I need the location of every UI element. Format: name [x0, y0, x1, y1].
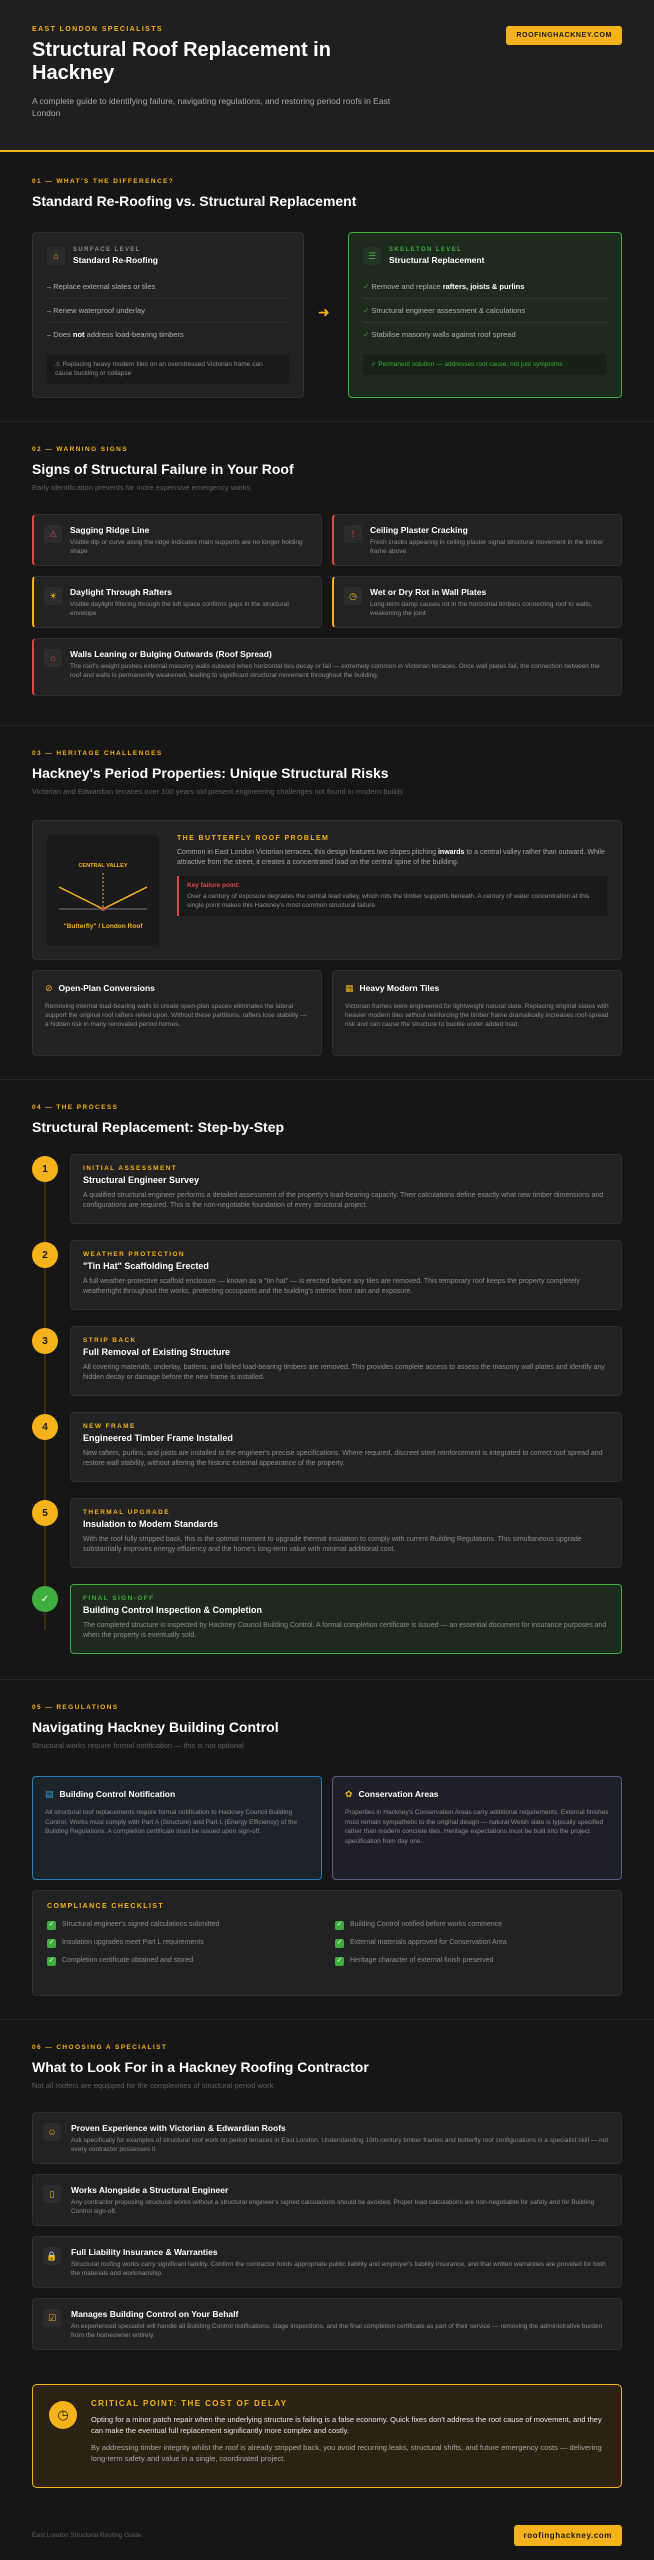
file-icon: ▯ — [43, 2185, 61, 2203]
step-text: With the roof fully stripped back, this is the optimal moment to upgrade thermal insulation to comply with current Building Regulations. This simultaneous upgrade substantially improves energy efficiency and the home's long-term value with minimal additional cost. — [83, 1536, 582, 1553]
checklist-item[interactable]: ✓ Completion certificate obtained and stored — [48, 1957, 194, 1964]
sign-card — [332, 576, 622, 628]
list-item: ✓ Remove and replace rafters, joists & purlins — [363, 275, 607, 299]
sign-card — [32, 576, 322, 628]
warning-icon: ⚠ — [44, 525, 62, 543]
card-title: Conservation Areas — [358, 1789, 439, 1799]
sign-title: Ceiling Plaster Cracking — [370, 525, 468, 535]
butterfly-roof-diagram — [47, 835, 159, 945]
check-icon: ✓ — [48, 1957, 55, 1964]
step-text: The completed structure is inspected by Hackney Council Building Control. A formal completion certificate is issued — an essential document for insurance purposes and when the property is eventually sold. — [83, 1622, 607, 1639]
criterion-text: Structural roofing works carry significant liability. Confirm the contractor holds appropriate public liability and employer's liability insurance, and that written warranties are provided for both the materials and workmanship. — [71, 2261, 606, 2277]
card-title: Building Control Notification — [59, 1789, 176, 1799]
step-text: A full weather-protective scaffold enclosure — known as a "tin hat" — is erected before any tiles are removed. This temporary roof keeps the property completely weathertight throughout the works, protecting occupants and the building's interior from rain and exposure. — [83, 1278, 580, 1295]
section-title: Standard Re-Roofing vs. Structural Replacement — [32, 193, 357, 209]
footer-website-button[interactable]: roofinghackney.com — [514, 2525, 622, 2546]
section-difference — [0, 154, 654, 422]
step-title: Structural Engineer Survey — [83, 1175, 200, 1185]
step-title: Full Removal of Existing Structure — [83, 1347, 231, 1357]
list-item: ✓ Structural engineer assessment & calculations — [363, 299, 607, 323]
critical-paragraph: By addressing timber integrity whilst the roof is already stripped back, you avoid recurring leaks, structural shifts, and future emergency costs — delivering long-term safety and value in a single, coordinated project. — [91, 2443, 602, 2463]
step-eyebrow: INITIAL ASSESSMENT — [83, 1165, 178, 1172]
criterion-title: Manages Building Control on Your Behalf — [71, 2309, 239, 2319]
checklist-item[interactable]: ✓ Insulation upgrades meet Part L requirements — [48, 1939, 204, 1946]
sign-title: Sagging Ridge Line — [70, 525, 150, 535]
key-failure-label: Key failure point: — [187, 882, 241, 889]
alert-circle-icon: ! — [344, 525, 362, 543]
step-complete-icon: ✓ — [32, 1586, 58, 1612]
section-subtitle: Structural works require formal notification — this is not optional — [32, 1741, 244, 1750]
risk-card — [32, 970, 322, 1056]
standard-reroofing-card — [32, 232, 304, 398]
step-eyebrow: STRIP BACK — [83, 1337, 137, 1344]
section-subtitle: Not all roofers are equipped for the complexities of structural period work — [32, 2081, 274, 2090]
structural-replacement-card — [348, 232, 622, 398]
contractor-criterion — [32, 2236, 622, 2288]
sign-text: Visible dip or curve along the ridge indicates main supports are no longer holding shape — [70, 539, 303, 555]
step-number: 4 — [32, 1414, 58, 1440]
step-number: 2 — [32, 1242, 58, 1268]
house-icon: ⌂ — [47, 247, 65, 265]
compliance-checklist — [32, 1890, 622, 1996]
card-level: SKELETON LEVEL — [389, 247, 463, 253]
checkbox-icon: ☑ — [43, 2309, 61, 2327]
sign-title: Walls Leaning or Bulging Outwards (Roof Spread) — [70, 649, 272, 659]
hero-eyebrow: EAST LONDON SPECIALISTS — [32, 26, 163, 33]
criterion-text: An experienced specialist will handle all Building Control notifications, stage inspections, and the final completion certificate as part of their service — removing the administrative burden from the homeowner entirely. — [71, 2323, 603, 2339]
step-title: "Tin Hat" Scaffolding Erected — [83, 1261, 209, 1271]
section-label: 04 — THE PROCESS — [32, 1104, 119, 1111]
clock-icon: ◷ — [344, 587, 362, 605]
checklist-item[interactable]: ✓ Building Control notified before works commence — [336, 1921, 503, 1928]
section-label: 05 — REGULATIONS — [32, 1704, 119, 1711]
criterion-title: Works Alongside a Structural Engineer — [71, 2185, 229, 2195]
step-text: All covering materials, underlay, battens, and failed load-bearing timbers are removed. This provides complete access to assess the masonry wall plates and identify any hidden decay or damage before the new frame is installed. — [83, 1364, 605, 1381]
sign-text: Visible daylight filtering through the loft space confirms gaps in the structural envelope — [70, 601, 289, 617]
step-eyebrow: NEW FRAME — [83, 1423, 136, 1430]
sign-card — [332, 514, 622, 566]
contractor-criterion — [32, 2298, 622, 2350]
checklist-item[interactable]: ✓ External materials approved for Conservation Area — [336, 1939, 507, 1946]
list-item: – Does not address load-bearing timbers — [47, 330, 184, 339]
risk-text: Removing internal load-bearing walls to create open-plan spaces eliminates the lateral support the original roof rafters relied upon. Without these partitions, rafters lose stability — a hidden risk in many renovated period homes. — [45, 1003, 307, 1028]
check-icon: ✓ — [336, 1939, 343, 1946]
section-title: Hackney's Period Properties: Unique Structural Risks — [32, 765, 389, 781]
butterfly-roof-card — [32, 820, 622, 960]
sign-text: Long-term damp causes rot in the horizontal timbers connecting roof to walls, weakening the joint — [370, 601, 592, 617]
critical-paragraph: Opting for a minor patch repair when the underlying structure is failing is a false economy. Quick fixes don't address the root cause of movement, and they can make the eventual full replacement significantly more complex and costly. — [91, 2415, 602, 2435]
section-subtitle: Early identification prevents far more expensive emergency works — [32, 483, 251, 492]
step-card — [70, 1412, 622, 1482]
check-icon: ✓ — [48, 1921, 55, 1928]
section-subtitle: Victorian and Edwardian terraces over 100 years old present engineering challenges not found in modern builds — [32, 787, 403, 796]
section-title: Signs of Structural Failure in Your Roof — [32, 461, 294, 477]
contractor-criterion — [32, 2174, 622, 2226]
card-text: Properties in Hackney's Conservation Areas carry additional requirements. External finishes must remain sympathetic to the original design — natural Welsh slate is typically specified rather than modern concrete tiles. Heritage expectations must be built into the project specification from day one. — [345, 1809, 609, 1845]
check-icon: ✓ — [336, 1921, 343, 1928]
section-contractor — [0, 2020, 654, 2360]
section-label: 02 — WARNING SIGNS — [32, 446, 128, 453]
section-warning-signs — [0, 422, 654, 726]
check-icon: ✓ — [48, 1939, 55, 1946]
list-item: – Renew waterproof underlay — [47, 299, 289, 323]
section-title: What to Look For in a Hackney Roofing Contractor — [32, 2059, 369, 2075]
list-item: – Replace external slates or tiles — [47, 275, 289, 299]
clock-icon: ◷ — [49, 2401, 77, 2429]
criterion-text: Any contractor proposing structural works without a structural engineer's signed calculations should be avoided. Proper load calculations are non-negotiable for safety and for Building Control sign-off. — [71, 2199, 595, 2215]
step-card — [70, 1326, 622, 1396]
butterfly-text: Common in East London Victorian terraces, this design features two slopes pitching inwards to a central valley rather than outward. While attractive from the street, it creates a concentrated load on the central spine of the building. — [177, 849, 605, 866]
checklist-item[interactable]: ✓ Heritage character of external finish preserved — [336, 1957, 494, 1964]
step-title: Insulation to Modern Standards — [83, 1519, 219, 1529]
critical-title: CRITICAL POINT: THE COST OF DELAY — [91, 2399, 288, 2408]
sun-icon: ☀ — [44, 587, 62, 605]
step-number: 5 — [32, 1500, 58, 1526]
leaf-icon: ✿ — [345, 1789, 353, 1799]
criterion-title: Full Liability Insurance & Warranties — [71, 2247, 218, 2257]
card-title: Structural Replacement — [389, 255, 485, 265]
page-title: Structural Roof Replacement in Hackney — [32, 39, 331, 84]
footer — [0, 2510, 654, 2560]
grid-icon: ▦ — [345, 983, 354, 993]
home-alert-icon: ⌂ — [44, 649, 62, 667]
step-text: A qualified structural engineer performs a detailed assessment of the property's load-bearing capacity. Their calculations define exactly what new timber dimensions and configurations are required. This is the non-negotiable foundation of every structural project. — [83, 1192, 604, 1209]
section-label: 03 — HERITAGE CHALLENGES — [32, 750, 163, 757]
risk-title: Heavy Modern Tiles — [359, 983, 440, 993]
warning-circle-icon: ⊘ — [45, 983, 53, 993]
step-card — [70, 1240, 622, 1310]
section-label: 01 — WHAT'S THE DIFFERENCE? — [32, 178, 175, 185]
diagram-label: CENTRAL VALLEY — [78, 863, 128, 869]
step-card — [70, 1498, 622, 1568]
risk-text: Victorian frames were engineered for lightweight natural slate. Replacing original slates with heavier modern tiles without reinforcing the timber frame dramatically increases roof-spread risk and can cause the structure to buckle under added load. — [345, 1003, 609, 1028]
section-heritage — [0, 726, 654, 1080]
sign-text: The roof's weight pushes external masonry walls outward when horizontal ties decay or fail — extremely common in Victorian terraces. Once wall plates fail, the connection between the roof and walls is permanently weakened, leading to significant structural movement throughout the building. — [70, 663, 600, 679]
step-card — [70, 1154, 622, 1224]
website-button[interactable]: ROOFINGHACKNEY.COM — [506, 26, 622, 45]
conservation-card — [332, 1776, 622, 1880]
critical-callout — [32, 2384, 622, 2488]
step-eyebrow: WEATHER PROTECTION — [83, 1251, 185, 1258]
sign-title: Daylight Through Rafters — [70, 587, 173, 597]
sign-card — [32, 514, 322, 566]
footer-text: East London Structural Roofing Guide — [32, 2531, 142, 2539]
warning-note: ⚠ Replacing heavy modern tiles on an overstressed Victorian frame can cause buckling or collapse — [47, 354, 289, 384]
users-icon: ☺ — [43, 2123, 61, 2141]
step-title: Building Control Inspection & Completion — [83, 1605, 262, 1615]
step-text: New rafters, purlins, and joists are installed to the engineer's precise specifications. Where required, discreet steel reinforcement is integrated to correct roof spread and restore wall stability, without altering the historic external appearance of the property. — [83, 1450, 603, 1467]
section-title: Navigating Hackney Building Control — [32, 1719, 279, 1735]
sign-text: Fresh cracks appearing in ceiling plaster signal structural movement in the timber frame above — [370, 539, 604, 555]
checklist-title: COMPLIANCE CHECKLIST — [47, 1903, 165, 1910]
card-title: Standard Re-Roofing — [73, 255, 158, 265]
sign-title: Wet or Dry Rot in Wall Plates — [370, 587, 487, 597]
step-eyebrow: THERMAL UPGRADE — [83, 1509, 170, 1516]
solution-note: ✓ Permanent solution — addresses root cause, not just symptoms — [363, 354, 607, 375]
key-failure-box — [177, 876, 607, 916]
diagram-caption: "Butterfly" / London Roof — [63, 923, 143, 930]
check-icon: ✓ — [336, 1957, 343, 1964]
step-number: 1 — [32, 1156, 58, 1182]
criterion-title: Proven Experience with Victorian & Edwardian Roofs — [71, 2123, 286, 2133]
key-failure-text: Over a century of exposure degrades the central lead valley, which rots the timber supports beneath. A century of water concentration at this single point makes this Hackney's most common structural failure. — [187, 893, 590, 909]
card-text: All structural roof replacements require formal notification to Hackney Council Building Control. Works must comply with Part A (Structure) and Part L (Energy Efficiency) of the Building Regulations. A completion certificate must be issued upon sign-off. — [45, 1809, 298, 1835]
section-label: 06 — CHOOSING A SPECIALIST — [32, 2044, 168, 2051]
hero-subtitle: A complete guide to identifying failure, navigating regulations, and restoring period roofs in East London — [32, 96, 391, 118]
step-card-final — [70, 1584, 622, 1654]
section-regulations — [0, 1680, 654, 2020]
checklist-item[interactable]: ✓ Structural engineer's signed calculations submitted — [48, 1921, 220, 1928]
section-process — [0, 1080, 654, 1680]
arrow-right-icon: ➜ — [318, 304, 330, 320]
hero — [0, 0, 654, 152]
building-control-card — [32, 1776, 322, 1880]
step-number: 3 — [32, 1328, 58, 1354]
layers-icon: ☰ — [363, 247, 381, 265]
sign-card-wide — [32, 638, 622, 696]
document-icon: ▤ — [45, 1789, 54, 1799]
butterfly-eyebrow: THE BUTTERFLY ROOF PROBLEM — [177, 835, 330, 842]
card-level: SURFACE LEVEL — [73, 247, 141, 253]
list-item: ✓ Stabilise masonry walls against roof spread — [363, 330, 516, 339]
timeline-line — [44, 1160, 46, 1630]
lock-icon: 🔒 — [43, 2247, 61, 2265]
criterion-text: Ask specifically for examples of structural roof work on period terraces in East London. Understanding 19th-century timber frames and butterfly roof configurations is a specialist skill — not every contractor possesses it. — [71, 2137, 609, 2153]
section-title: Structural Replacement: Step-by-Step — [32, 1119, 285, 1135]
risk-title: Open-Plan Conversions — [58, 983, 155, 993]
step-title: Engineered Timber Frame Installed — [83, 1433, 233, 1443]
step-eyebrow: FINAL SIGN-OFF — [83, 1595, 155, 1602]
risk-card — [332, 970, 622, 1056]
contractor-criterion — [32, 2112, 622, 2164]
